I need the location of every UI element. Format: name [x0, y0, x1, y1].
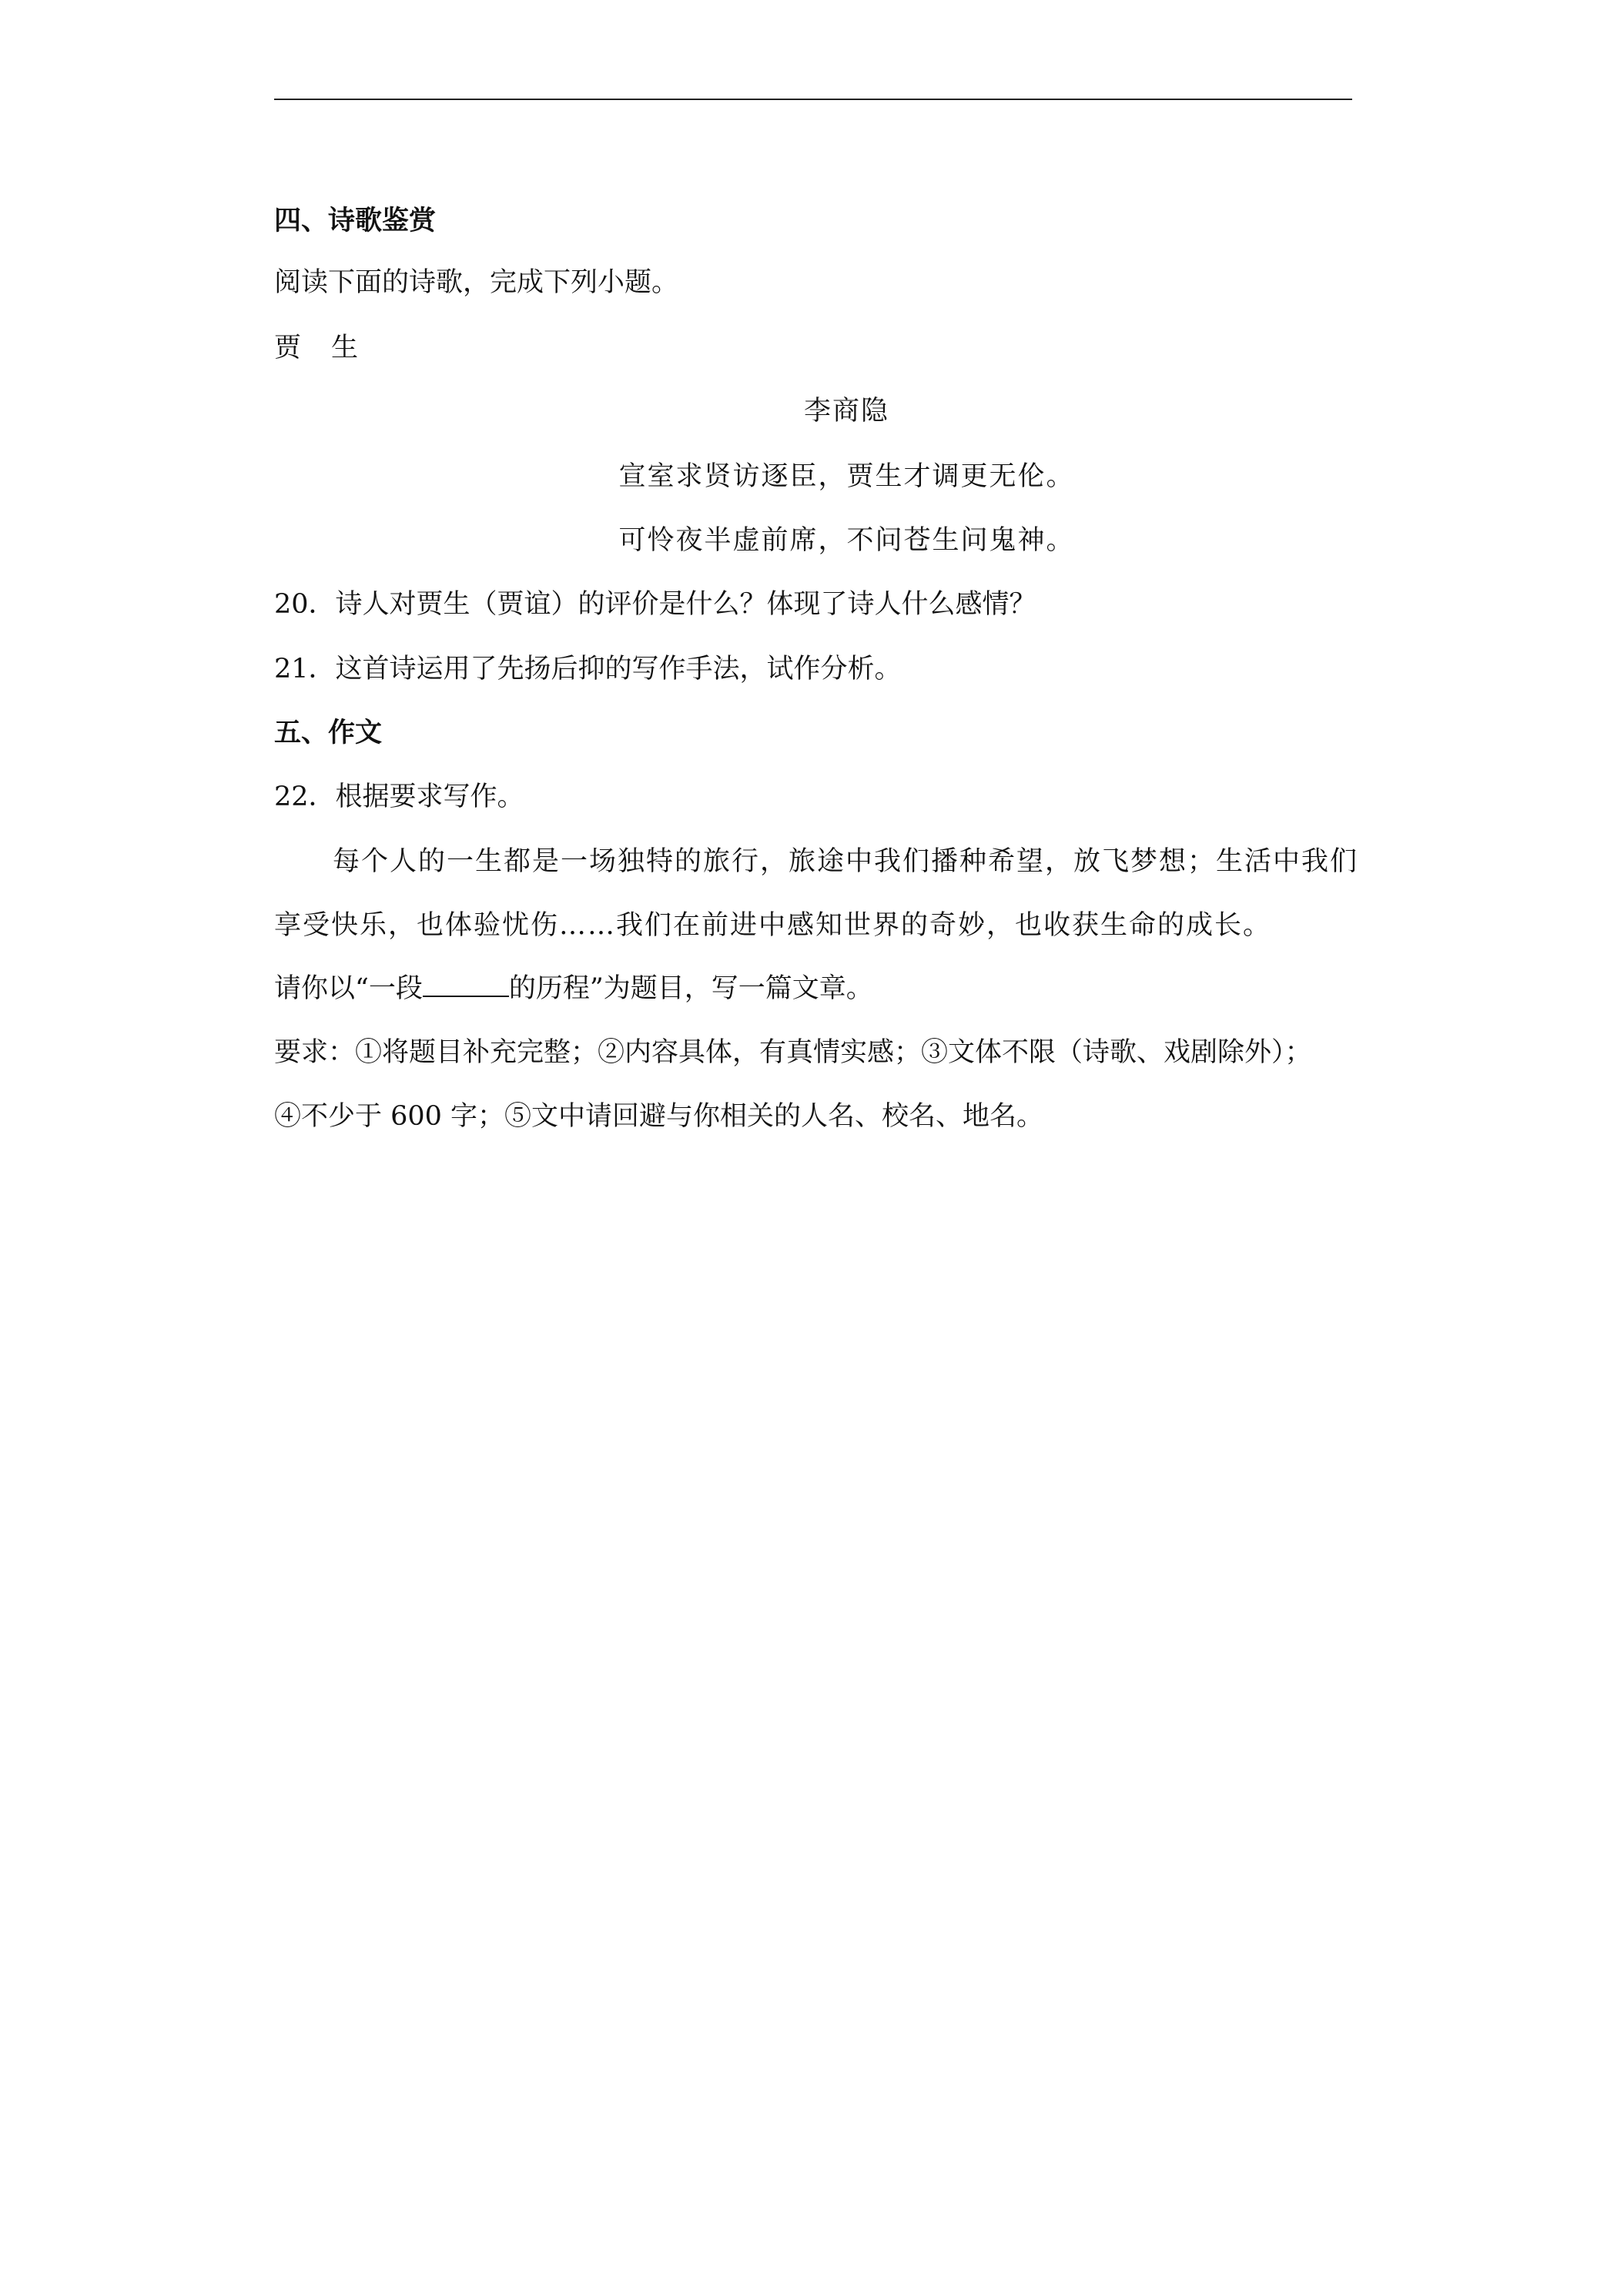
question-21: 21．这首诗运用了先扬后抑的写作手法，试作分析。 [274, 654, 902, 684]
essay-requirements-line-1: 要求：①将题目补充完整；②内容具体，有真情实感；③文体不限（诗歌、戏剧除外）； [274, 1037, 1312, 1068]
poem-line-1: 宣室求贤访逐臣，贾生才调更无伦。 [618, 461, 1075, 492]
essay-prompt-before: 请你以“一段 [274, 973, 423, 1004]
essay-prompt-after: 的历程”为题目，写一篇文章。 [508, 973, 873, 1004]
header-rule [274, 99, 1352, 100]
essay-requirements-line-2: ④不少于 600 字；⑤文中请回避与你相关的人名、校名、地名。 [274, 1101, 1044, 1132]
section-heading-poetry: 四、诗歌鉴赏 [274, 206, 437, 236]
essay-prompt [274, 972, 873, 1006]
poem-title: 贾 生 [274, 333, 360, 363]
section-heading-essay: 五、作文 [274, 718, 383, 748]
reading-instruction: 阅读下面的诗歌，完成下列小题。 [274, 267, 679, 298]
poem-line-2: 可怜夜半虚前席，不问苍生问鬼神。 [618, 525, 1075, 556]
poem-author: 李商隐 [803, 396, 889, 427]
question-20: 20．诗人对贾生（贾谊）的评价是什么？体现了诗人什么感情？ [274, 589, 1036, 620]
title-blank [423, 972, 509, 997]
question-22: 22．根据要求写作。 [274, 782, 524, 812]
essay-material-line-2: 享受快乐，也体验忧伤……我们在前进中感知世界的奇妙，也收获生命的成长。 [274, 910, 1272, 941]
essay-material-line-1: 每个人的一生都是一场独特的旅行，旅途中我们播种希望，放飞梦想；生活中我们 [333, 846, 1359, 877]
